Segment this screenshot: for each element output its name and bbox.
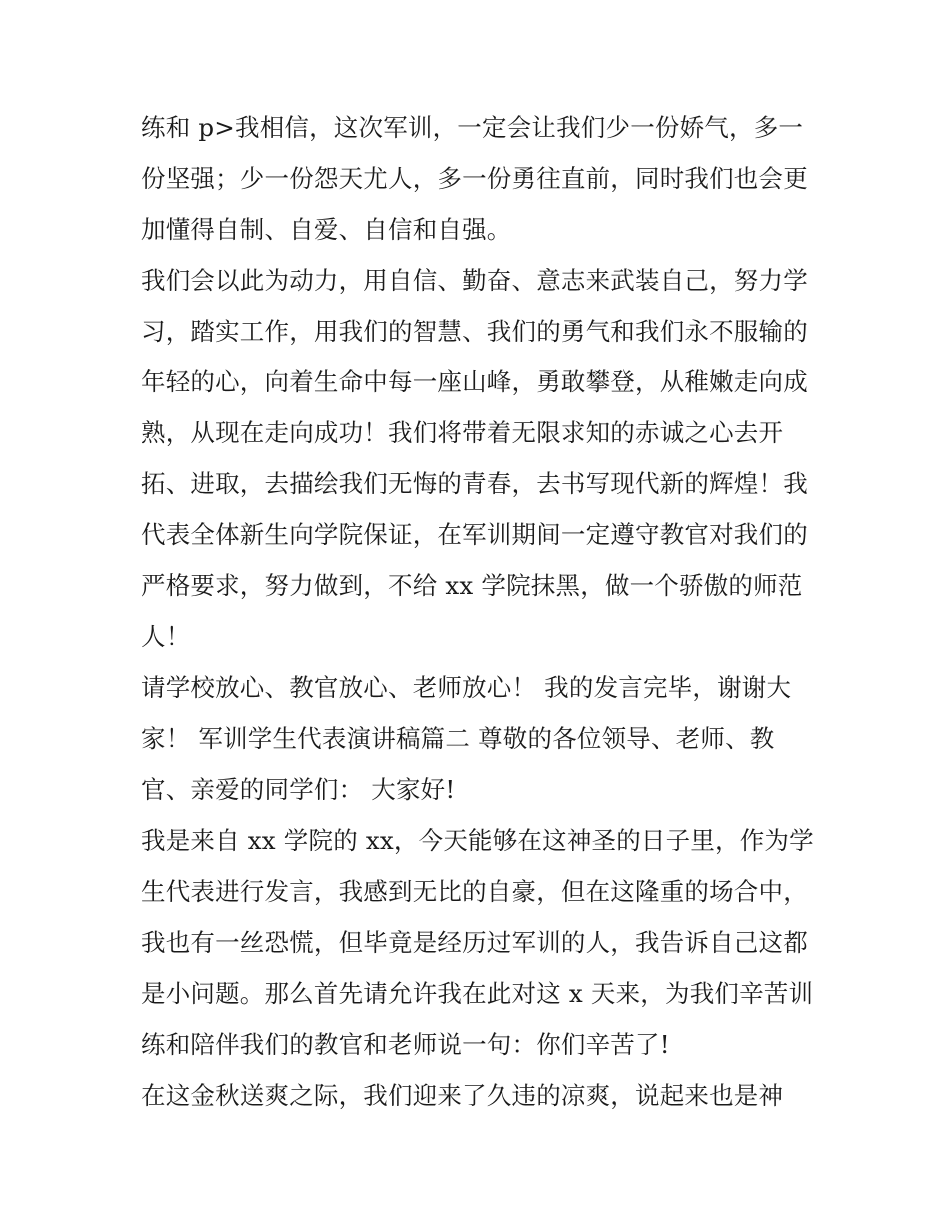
text-line: 人！ [141,622,191,651]
text-line: 是小问题。那么首先请允许我在此对这 x 天来，为我们辛苦训 [141,979,814,1008]
text-line: 我们会以此为动力，用自信、勤奋、意志来武装自己，努力学 [141,266,808,295]
text-line: 习，踏实工作，用我们的智慧、我们的勇气和我们永不服输的 [141,317,808,346]
text-line: 加懂得自制、自爱、自信和自强。 [141,215,512,244]
text-line: 我是来自 xx 学院的 xx，今天能够在这神圣的日子里，作为学 [141,826,814,855]
text-line: 年轻的心，向着生命中每一座山峰，勇敢攀登，从稚嫩走向成 [141,367,808,396]
text-line: 请学校放心、教官放心、老师放心！ 我的发言完毕，谢谢大 [141,673,792,702]
text-line: 家！ 军训学生代表演讲稿篇二 尊敬的各位领导、老师、教 [141,724,775,753]
text-line: 严格要求，努力做到，不给 xx 学院抹黑，做一个骄傲的师范 [141,571,803,600]
text-line: 官、亲爱的同学们： 大家好! [141,775,456,804]
text-line: 拓、进取，去描绘我们无悔的青春，去书写现代新的辉煌！我 [141,469,808,498]
text-line: 练和 p>我相信，这次军训，一定会让我们少一份娇气，多一 [141,113,804,142]
text-line: 在这金秋送爽之际，我们迎来了久违的凉爽，说起来也是神 [141,1081,784,1110]
text-line: 熟，从现在走向成功！我们将带着无限求知的赤诚之心去开 [141,418,784,447]
text-line: 份坚强；少一份怨天尤人，多一份勇往直前，同时我们也会更 [141,164,808,193]
text-line: 生代表进行发言，我感到无比的自豪，但在这隆重的场合中， [141,877,808,906]
text-line: 练和陪伴我们的教官和老师说一句：你们辛苦了! [141,1030,670,1059]
text-line: 代表全体新生向学院保证，在军训期间一定遵守教官对我们的 [141,520,808,549]
text-line: 我也有一丝恐慌，但毕竟是经历过军训的人，我告诉自己这都 [141,928,808,957]
